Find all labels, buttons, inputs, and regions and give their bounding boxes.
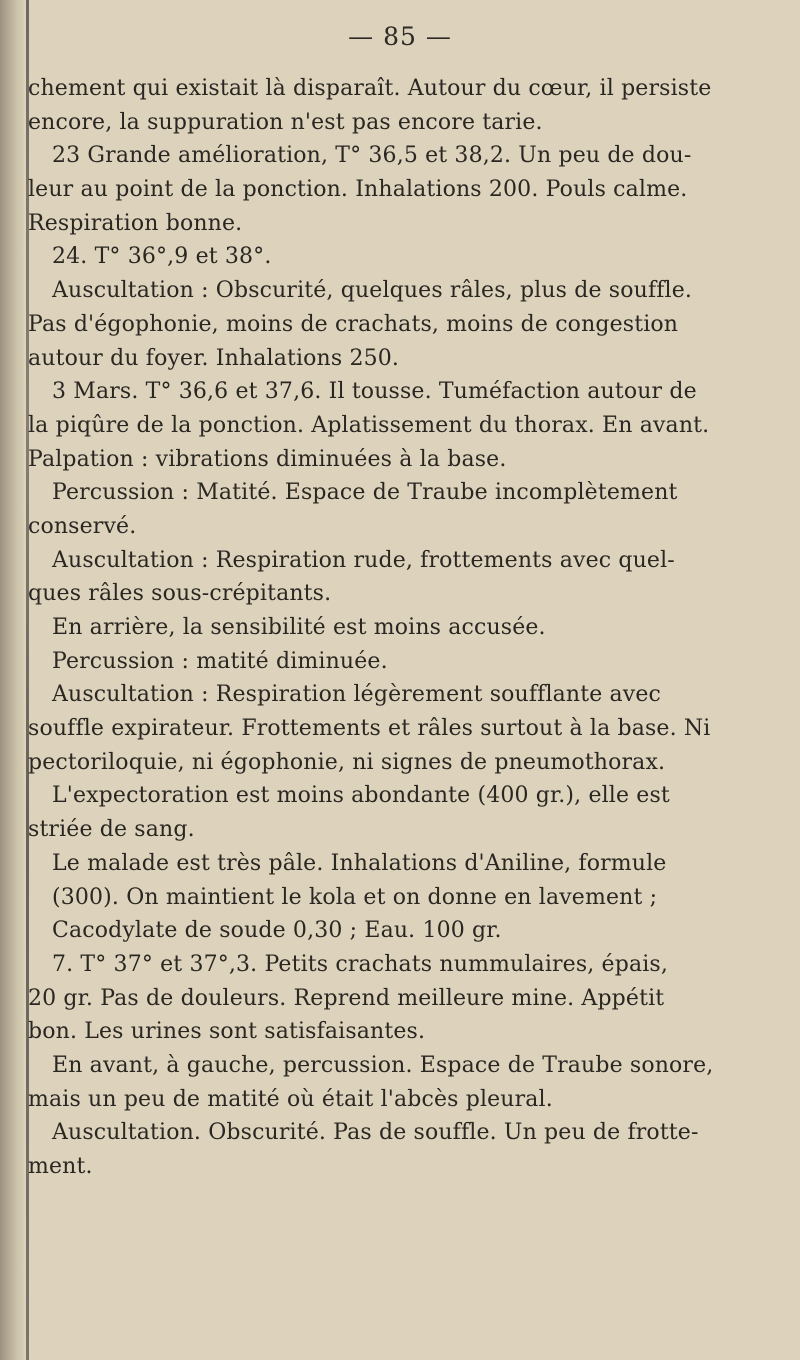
text-line: bon. Les urines sont satisfaisantes. xyxy=(28,1019,426,1045)
text-line: En avant, à gauche, percussion. Espace de Traube sonore, xyxy=(52,1052,714,1078)
body-text xyxy=(28,72,800,1184)
text-line: Auscultation : Respiration légèrement soufflante avec xyxy=(52,682,662,708)
text-line: ques râles sous-crépitants. xyxy=(28,581,332,607)
text-line: mais un peu de matité où était l'abcès pleural. xyxy=(28,1086,553,1112)
text-line: chement qui existait là disparaît. Autour du cœur, il persiste xyxy=(28,76,712,101)
text-line: leur au point de la ponction. Inhalations 200. Pouls calme. xyxy=(28,177,688,203)
page-number: — 85 — xyxy=(348,22,452,51)
text-line: En arrière, la sensibilité est moins accusée. xyxy=(52,615,546,640)
text-line: Respiration bonne. xyxy=(28,210,243,236)
text-line: encore, la suppuration n'est pas encore tarie. xyxy=(28,109,543,135)
text-line: Palpation : vibrations diminuées à la base. xyxy=(28,446,507,472)
binding-gutter xyxy=(0,0,24,1360)
text-line: Cacodylate de soude 0,30 ; Eau. 100 gr. xyxy=(52,918,502,944)
text-line: 7. T° 37° et 37°,3. Petits crachats nummulaires, épais, xyxy=(52,951,668,977)
text-line: Percussion : matité diminuée. xyxy=(52,648,388,674)
text-line: Auscultation. Obscurité. Pas de souffle. Un peu de frotte- xyxy=(52,1120,699,1146)
text-line: Auscultation : Respiration rude, frottements avec quel- xyxy=(52,547,675,573)
text-line: 20 gr. Pas de douleurs. Reprend meilleure mine. Appétit xyxy=(28,985,665,1011)
text-line: 3 Mars. T° 36,6 et 37,6. Il tousse. Tuméfaction autour de xyxy=(52,379,697,405)
text-line: 23 Grande amélioration, T° 36,5 et 38,2. Un peu de dou- xyxy=(52,143,692,169)
text-line: L'expectoration est moins abondante (400 gr.), elle est xyxy=(52,783,670,809)
text-line: conservé. xyxy=(28,513,137,539)
text-line: pectoriloquie, ni égophonie, ni signes de pneumothorax. xyxy=(28,749,666,775)
text-line: Le malade est très pâle. Inhalations d'Aniline, formule xyxy=(52,850,667,876)
text-line: Percussion : Matité. Espace de Traube incomplètement xyxy=(52,480,678,506)
text-line: souffle expirateur. Frottements et râles surtout à la base. Ni xyxy=(28,716,711,742)
text-line: autour du foyer. Inhalations 250. xyxy=(28,345,400,371)
text-line: la piqûre de la ponction. Aplatissement du thorax. En avant. xyxy=(28,412,710,438)
text-line: ment. xyxy=(28,1154,93,1179)
text-line: Auscultation : Obscurité, quelques râles, plus de souffle. xyxy=(52,278,693,304)
text-line: (300). On maintient le kola et on donne en lavement ; xyxy=(52,884,658,910)
text-line: 24. T° 36°,9 et 38°. xyxy=(52,244,272,270)
text-line: Pas d'égophonie, moins de crachats, moins de congestion xyxy=(28,311,679,337)
text-line: striée de sang. xyxy=(28,817,195,843)
